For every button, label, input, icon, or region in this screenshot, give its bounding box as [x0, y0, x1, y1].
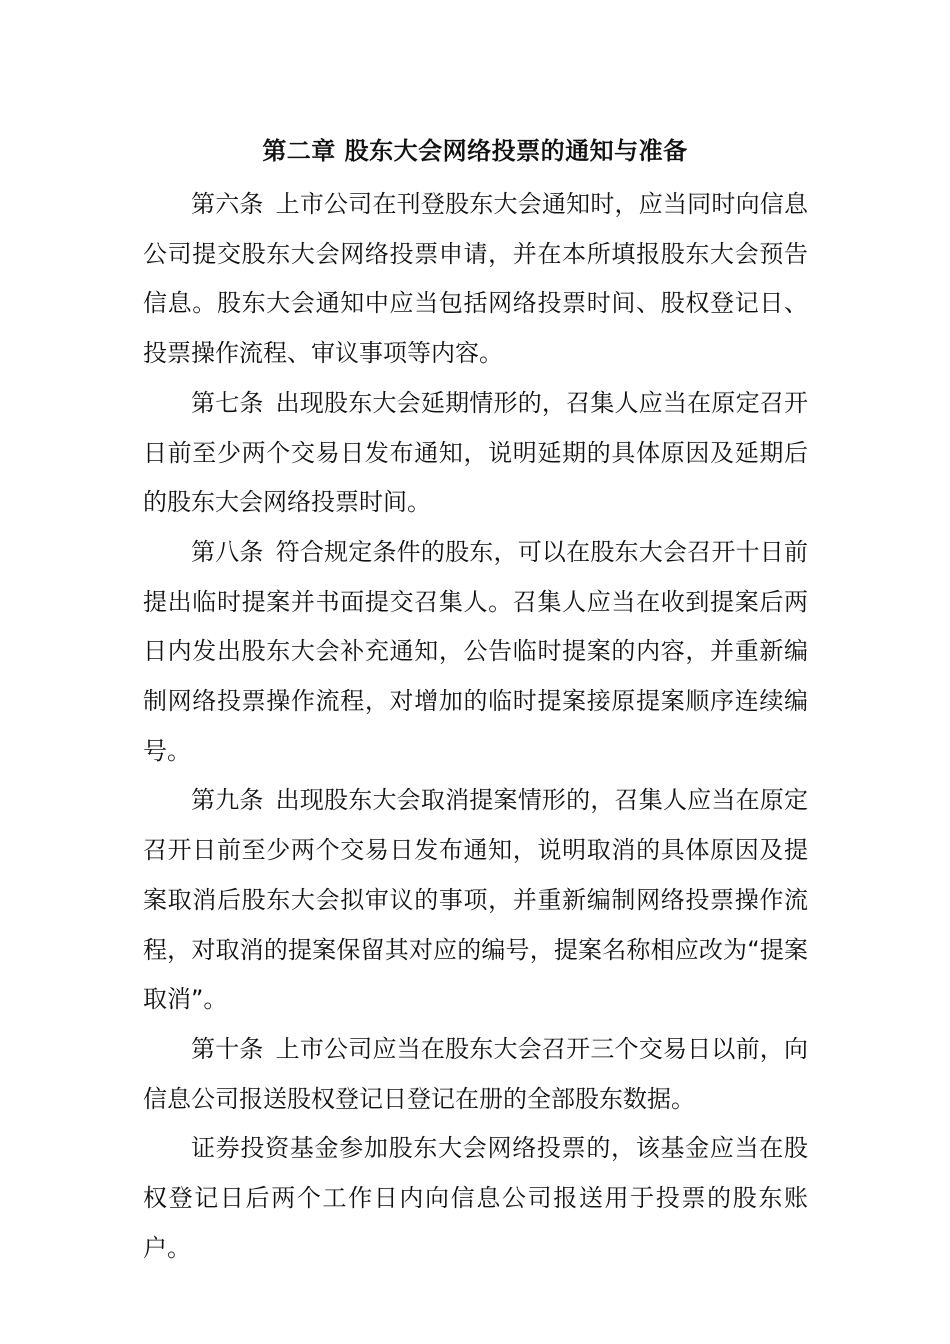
article-number: 第七条 — [191, 388, 264, 417]
article-10-paragraph-2 — [143, 1124, 808, 1273]
article-8 — [143, 528, 808, 777]
article-number: 第八条 — [191, 537, 264, 566]
article-9 — [143, 776, 808, 1025]
article-text: 出现股东大会延期情形的，召集人应当在原定召开日前至少两个交易日发布通知，说明延期的具体原因及延期后的股东大会网络投票时间。 — [143, 388, 808, 517]
article-10 — [143, 1025, 808, 1124]
paragraph-text: 证券投资基金参加股东大会网络投票的，该基金应当在股权登记日后两个工作日内向信息公司报送用于投票的股东账户。 — [143, 1134, 808, 1262]
article-text: 上市公司应当在股东大会召开三个交易日以前，向信息公司报送股权登记日登记在册的全部股东数据。 — [143, 1034, 808, 1113]
article-6 — [143, 180, 808, 379]
chapter-title: 第二章 股东大会网络投票的通知与准备 — [262, 137, 688, 165]
article-text: 符合规定条件的股东，可以在股东大会召开十日前提出临时提案并书面提交召集人。召集人应当在收到提案后两日内发出股东大会补充通知，公告临时提案的内容，并重新编制网络投票操作流程，对增加的临时提案接原提案顺序连续编号。 — [143, 537, 808, 765]
article-7 — [143, 379, 808, 528]
article-number: 第九条 — [191, 786, 264, 815]
article-text: 出现股东大会取消提案情形的，召集人应当在原定召开日前至少两个交易日发布通知，说明取消的具体原因及提案取消后股东大会拟审议的事项，并重新编制网络投票操作流程，对取消的提案保留其对应的编号，提案名称相应改为“提案取消”。 — [143, 786, 808, 1014]
document-body — [143, 180, 808, 1273]
article-number: 第十条 — [191, 1034, 264, 1063]
article-text: 上市公司在刊登股东大会通知时，应当同时向信息公司提交股东大会网络投票申请，并在本所填报股东大会预告信息。股东大会通知中应当包括网络投票时间、股权登记日、投票操作流程、审议事项等内容。 — [143, 190, 808, 368]
article-number: 第六条 — [191, 190, 264, 218]
